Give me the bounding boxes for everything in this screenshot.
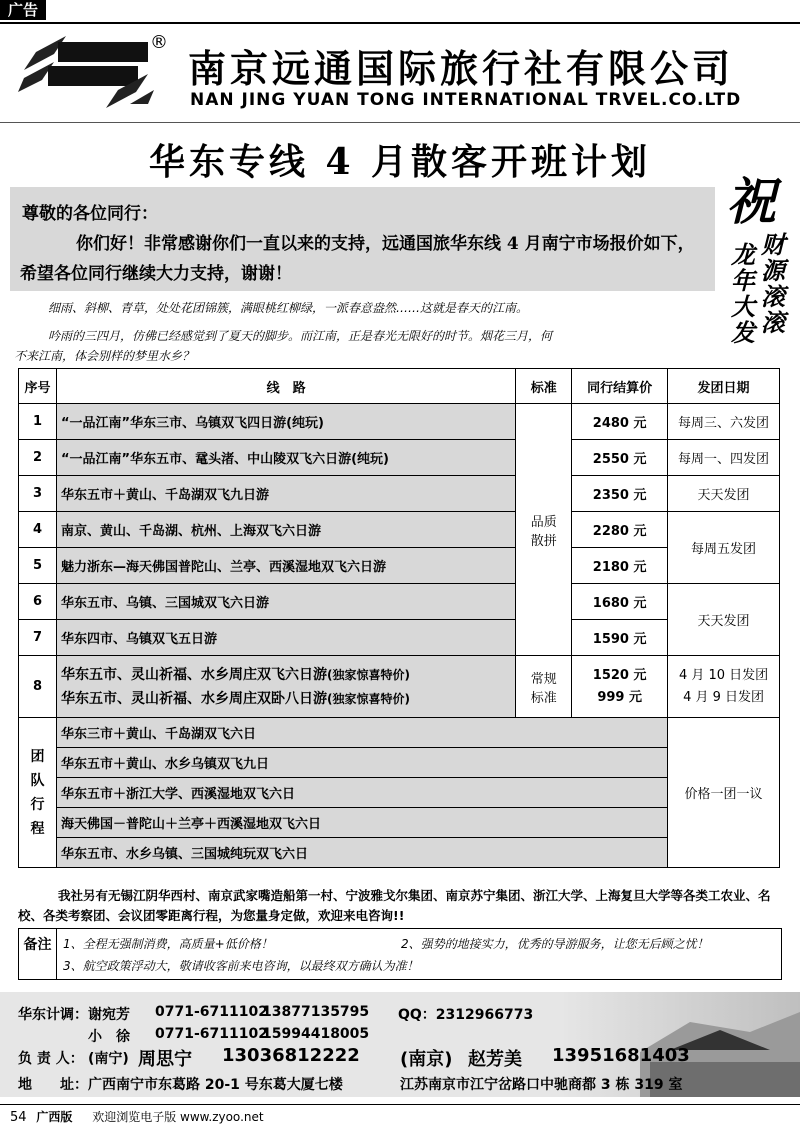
divider [0, 122, 800, 123]
remark-1: 1、全程无强制消费，高质量+低价格！ [63, 937, 273, 951]
blessing-col-2: 龙年大发 [731, 240, 755, 347]
poem-line-2: 吟雨的三四月，仿佛已经感觉到了夏天的脚步。而江南，正是春光无限好的时节。烟花三月，何 [48, 329, 553, 343]
date-b: 4 月 9 日发团 [683, 689, 765, 705]
nanning-city: (南宁) [88, 1051, 129, 1067]
row-standard: 常规标准 [516, 656, 572, 718]
planner-1-name: 谢宛芳 [88, 1007, 130, 1023]
company-name-en: NAN JING YUAN TONG INTERNATIONAL TRVEL.CO.LTD [190, 90, 742, 110]
team-row [19, 718, 780, 748]
table-row [19, 584, 780, 620]
remarks-label: 备注 [19, 929, 57, 979]
table-row [19, 476, 780, 512]
row-no: 6 [19, 584, 57, 620]
edition-label: 广西版 [36, 1110, 73, 1124]
row-date: 每周三、六发团 [668, 404, 780, 440]
row-price: 2280 元 [572, 512, 668, 548]
row8-route-a [61, 663, 515, 687]
row-no: 8 [19, 656, 57, 718]
table-row [19, 548, 780, 584]
price-b: 999 元 [597, 689, 642, 705]
row-route: 华东五市、乌镇、三国城双飞六日游 [56, 584, 515, 620]
nanning-mobile: 13036812222 [222, 1045, 360, 1066]
team-route: 华东五市＋黄山、水乡乌镇双飞九日 [56, 748, 667, 778]
row-price: 2180 元 [572, 548, 668, 584]
team-row [19, 778, 780, 808]
planner-2-tel: 0771-6711102 [155, 1026, 268, 1042]
row-price: 2350 元 [572, 476, 668, 512]
divider [0, 1104, 800, 1105]
row-route: “一品江南”华东五市、鼋头渚、中山陵双飞六日游(纯玩) [56, 440, 515, 476]
route-table [18, 368, 780, 868]
nanning-manager: 周思宁 [138, 1049, 192, 1070]
row-route: 魅力浙东—海天佛国普陀山、兰亭、西溪湿地双飞六日游 [56, 548, 515, 584]
route-b-text: 华东五市、灵山祈福、水乡周庄双卧八日游 [60, 690, 327, 707]
row-route: 华东五市＋黄山、千岛湖双飞九日游 [56, 476, 515, 512]
team-row [19, 748, 780, 778]
greeting-box [10, 187, 715, 291]
planner-1-tel: 0771-6711102 [155, 1004, 268, 1020]
row-date: 天天发团 [668, 584, 780, 656]
row-route: “一品江南”华东三市、乌镇双飞四日游(纯玩) [56, 404, 515, 440]
row-price: 1680 元 [572, 584, 668, 620]
row-date: 天天发团 [668, 476, 780, 512]
row-no: 1 [19, 404, 57, 440]
address-label: 地 址： [18, 1077, 88, 1093]
row-no: 2 [19, 440, 57, 476]
table-row [19, 512, 780, 548]
team-route: 海天佛国－普陀山＋兰亭＋西溪湿地双飞六日 [56, 808, 667, 838]
registered-mark: ® [150, 32, 168, 53]
row8-route-b [61, 687, 515, 711]
row-no: 3 [19, 476, 57, 512]
row-date: 每周一、四发团 [668, 440, 780, 476]
table-header [19, 369, 780, 404]
row-date: 每周五发团 [668, 512, 780, 584]
route-a-tag: (独家惊喜特价) [326, 667, 410, 682]
responsible-label: 负 责 人： [18, 1051, 84, 1067]
page-title: 华东专线 4 月散客开班计划 [148, 141, 652, 183]
remark-3: 3、航空政策浮动大，敬请收客前来电咨询，以最终双方确认为准！ [63, 959, 419, 973]
zhu-character: 祝 [726, 172, 776, 231]
planner-1-mobile: 13877135795 [262, 1004, 370, 1020]
route-b-tag: (独家惊喜特价) [326, 691, 410, 706]
remark-2: 2、强势的地接实力，优秀的导游服务，让您无后顾之忧！ [401, 937, 709, 951]
team-route: 华东五市＋浙江大学、西溪湿地双飞六日 [56, 778, 667, 808]
header-standard: 标准 [516, 369, 572, 404]
row-price [572, 656, 668, 718]
row-route [56, 656, 515, 718]
page-number: 54 [10, 1110, 27, 1125]
team-row [19, 808, 780, 838]
team-price: 价格一团一议 [668, 718, 780, 868]
row-price: 1590 元 [572, 620, 668, 656]
table-row [19, 656, 780, 718]
nanjing-city: (南京) [400, 1049, 453, 1070]
header-route: 线 路 [56, 369, 515, 404]
team-label: 团队行程 [19, 718, 57, 868]
price-a: 1520 元 [592, 667, 647, 683]
planner-2-name: 小 徐 [88, 1029, 130, 1045]
row-route: 华东四市、乌镇双飞五日游 [56, 620, 515, 656]
table-row [19, 440, 780, 476]
nanjing-mobile: 13951681403 [552, 1045, 690, 1066]
row-standard: 品质散拼 [516, 404, 572, 656]
plan-label: 华东计调： [18, 1007, 88, 1023]
header-price: 同行结算价 [572, 369, 668, 404]
row-price: 2480 元 [572, 404, 668, 440]
greeting-salutation: 尊敬的各位同行： [22, 204, 158, 224]
poem-line-3: 不来江南，体会别样的梦里水乡？ [14, 349, 195, 363]
row-no: 4 [19, 512, 57, 548]
row-price: 2550 元 [572, 440, 668, 476]
team-route: 华东三市＋黄山、千岛湖双飞六日 [56, 718, 667, 748]
company-name-cn: 南京远通国际旅行社有限公司 [188, 47, 735, 91]
footer [10, 1108, 264, 1125]
date-a: 4 月 10 日发团 [678, 667, 769, 683]
team-row [19, 838, 780, 868]
greeting-body: 你们好！非常感谢你们一直以来的支持，远通国旅华东线 4 月南宁市场报价如下，希望各位同行继续大力支持，谢谢！ [20, 234, 695, 284]
row-route: 南京、黄山、千岛湖、杭州、上海双飞六日游 [56, 512, 515, 548]
contact-section [0, 992, 800, 1097]
qq-number: QQ：2312966773 [398, 1007, 534, 1023]
row-date [668, 656, 780, 718]
row-no: 7 [19, 620, 57, 656]
ad-label: 广告 [0, 0, 46, 20]
custom-tour-note: 我社另有无锡江阴华西村、南京武家嘴造船第一村、宁波雅戈尔集团、南京苏宁集团、浙江大学、上海复旦大学等各类工农业、名校、各类考察团、会议团零距离行程，为您量身定做，欢迎来电咨询!! [18, 888, 771, 923]
table-row [19, 404, 780, 440]
table-row [19, 620, 780, 656]
route-a-text: 华东五市、灵山祈福、水乡周庄双飞六日游 [60, 666, 327, 683]
nanjing-manager: 赵芳美 [468, 1049, 522, 1070]
row-no: 5 [19, 548, 57, 584]
team-route: 华东五市、水乡乌镇、三国城纯玩双飞六日 [56, 838, 667, 868]
poem-line-1: 细雨、斜柳、青草，处处花团锦簇，满眼桃红柳绿，一派春意盎然……这就是春天的江南。 [48, 301, 529, 315]
header-no: 序号 [19, 369, 57, 404]
nanjing-address: 江苏南京市江宁岔路口中驰商都 3 栋 319 室 [400, 1077, 683, 1093]
divider [0, 22, 800, 24]
nanning-address: 广西南宁市东葛路 20-1 号东葛大厦七楼 [88, 1077, 343, 1093]
header-date: 发团日期 [668, 369, 780, 404]
site-text: 欢迎浏览电子版 www.zyoo.net [92, 1110, 264, 1124]
planner-2-mobile: 15994418005 [262, 1026, 370, 1042]
blessing-col-1: 财源滚滚 [761, 230, 785, 337]
remarks-box [18, 928, 782, 980]
company-logo-icon [18, 34, 156, 110]
